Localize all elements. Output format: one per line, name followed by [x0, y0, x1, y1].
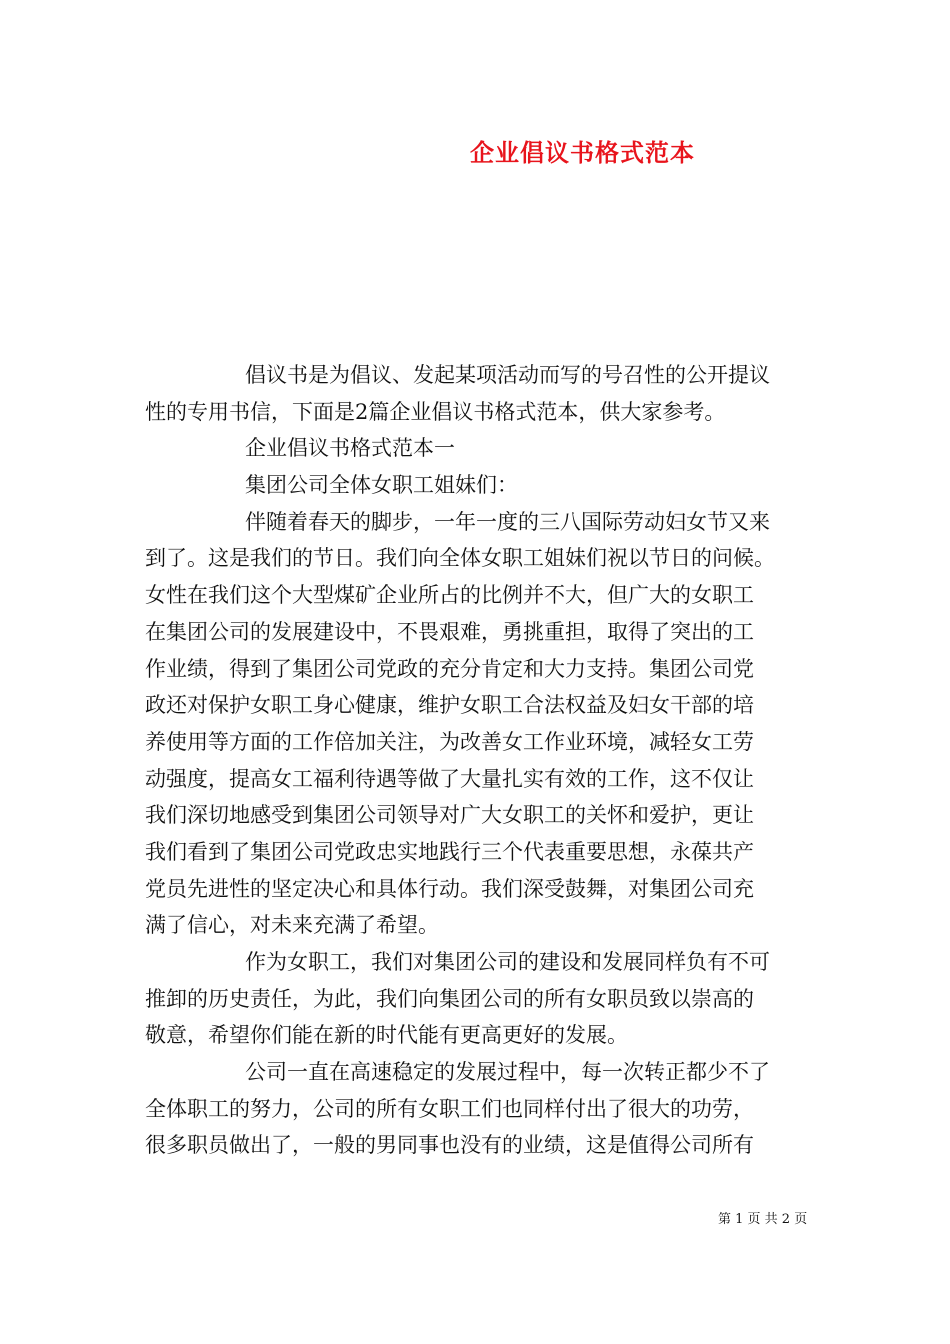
paragraph — [145, 467, 810, 504]
page-footer: 第 1 页 共 2 页 — [718, 1212, 808, 1227]
paragraph — [145, 504, 810, 944]
text-line: 伴随着春天的脚步，一年一度的三八国际劳动妇女节又来 — [245, 509, 770, 534]
text-line: 动强度，提高女工福利待遇等做了大量扎实有效的工作，这不仅让 — [145, 766, 754, 791]
text-line: 在集团公司的发展建设中，不畏艰难，勇挑重担，取得了突出的工 — [145, 619, 754, 644]
text-line: 公司一直在高速稳定的发展过程中，每一次转正都少不了 — [245, 1060, 770, 1085]
text-line: 政还对保护女职工身心健康，维护女职工合法权益及妇女干部的培 — [145, 693, 754, 718]
paragraph — [145, 357, 810, 430]
text-line: 敬意，希望你们能在新的时代能有更高更好的发展。 — [145, 1023, 628, 1048]
text-line: 满了信心，对未来充满了希望。 — [145, 913, 439, 938]
text-line: 推卸的历史责任，为此，我们向集团公司的所有女职员致以崇高的 — [145, 986, 754, 1011]
text-line: 养使用等方面的工作倍加关注，为改善女工作业环境，减轻女工劳 — [145, 729, 754, 754]
text-line: 很多职员做出了，一般的男同事也没有的业绩，这是值得公司所有 — [145, 1133, 754, 1158]
text-line: 我们看到了集团公司党政忠实地践行三个代表重要思想，永葆共产 — [145, 839, 754, 864]
paragraph — [145, 1054, 810, 1164]
text-line: 全体职工的努力，公司的所有女职工们也同样付出了很大的功劳， — [145, 1096, 754, 1121]
text-line: 作为女职工，我们对集团公司的建设和发展同样负有不可 — [245, 950, 770, 974]
text-line: 倡议书是为倡议、发起某项活动而写的号召性的公开提议 — [245, 363, 770, 387]
text-line: 党员先进性的坚定决心和具体行动。我们深受鼓舞，对集团公司充 — [145, 876, 754, 901]
text-line: 集团公司全体女职工姐妹们： — [245, 473, 518, 498]
text-line: 性的专用书信，下面是2篇企业倡议书格式范本，供大家参考。 — [145, 399, 726, 424]
text-line: 到了。这是我们的节日。我们向全体女职工姐妹们祝以节日的问候。 — [145, 546, 775, 571]
text-line: 我们深切地感受到集团公司领导对广大女职工的关怀和爱护，更让 — [145, 803, 754, 828]
text-line: 企业倡议书格式范本一 — [245, 436, 455, 461]
paragraph — [145, 430, 810, 467]
text-line: 作业绩，得到了集团公司党政的充分肯定和大力支持。集团公司党 — [145, 656, 754, 681]
document-title: 企业倡议书格式范本 — [470, 138, 695, 167]
document-body — [145, 357, 810, 1164]
paragraph — [145, 944, 810, 1054]
text-line: 女性在我们这个大型煤矿企业所占的比例并不大，但广大的女职工 — [145, 583, 754, 608]
